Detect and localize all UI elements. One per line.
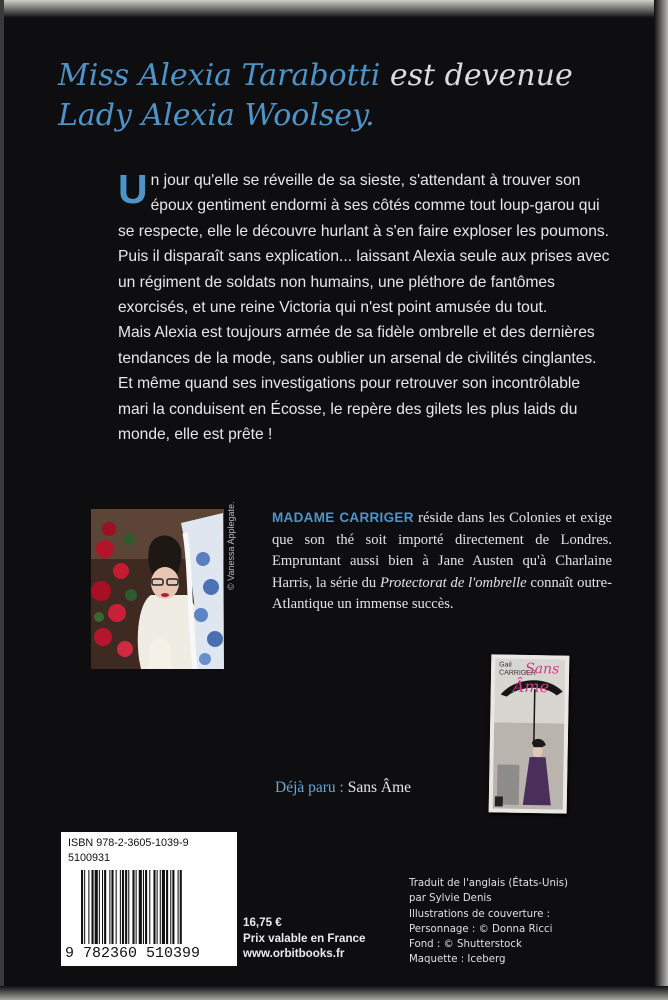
- author-photo: [91, 509, 224, 669]
- barcode-bar: [166, 870, 168, 944]
- barcode-bar: [122, 870, 124, 944]
- credit-line-3: Illustrations de couverture :: [409, 908, 551, 920]
- barcode-bar: [149, 870, 150, 944]
- barcode-bar: [139, 870, 142, 944]
- barcode-bar: [162, 870, 165, 944]
- barcode-bar: [143, 870, 144, 944]
- barcode-bar: [92, 870, 94, 944]
- barcode-bar: [136, 870, 137, 944]
- barcode-bar: [153, 870, 155, 944]
- barcode-digits: 9 782360 510399: [65, 945, 201, 962]
- author-bio-part-2: connaît outre-Atlantique un immense succès.: [272, 574, 612, 613]
- barcode-bar: [88, 870, 89, 944]
- scan-edge-left: [0, 0, 4, 1000]
- deja-paru: [275, 779, 411, 797]
- barcode-bar: [120, 870, 121, 944]
- barcode-bar: [102, 870, 103, 944]
- barcode-bar: [145, 870, 147, 944]
- barcode-box: [61, 832, 237, 966]
- scan-edge-top: [0, 0, 668, 18]
- author-photo-illustration: [91, 509, 224, 669]
- previous-book-author: Gail CARRIGER: [498, 661, 537, 678]
- isbn: ISBN 978-2-3605-1039-9: [68, 837, 189, 849]
- barcode-bar: [81, 870, 83, 944]
- blurb: [118, 168, 613, 447]
- barcode-bar: [128, 870, 129, 944]
- headline-verb: est devenue: [380, 58, 573, 93]
- drop-cap: U: [118, 166, 148, 212]
- barcode: [81, 870, 231, 944]
- credit-line-4: Personnage : © Donna Ricci: [409, 923, 553, 935]
- credit-line-2: par Sylvie Denis: [409, 893, 492, 905]
- barcode-bar: [95, 870, 98, 944]
- translation-credits: [409, 876, 568, 968]
- scan-edge-bottom: [0, 986, 668, 1000]
- credit-line-6: Maquette : Iceberg: [409, 954, 506, 966]
- barcode-bar: [84, 870, 85, 944]
- author-bio: [272, 507, 612, 616]
- deja-paru-label: Déjà paru :: [275, 779, 344, 796]
- barcode-bar: [132, 870, 134, 944]
- author-bio-part-1: réside dans les Colonies et exige que son thé soit importé directement de Londres. Empruntant aussi bien à Jane Austen qu'à Charlaine Harris, la série du: [272, 510, 612, 591]
- barcode-bar: [170, 870, 171, 944]
- barcode-bar: [111, 870, 113, 944]
- price-amount: 16,75 €: [243, 916, 282, 929]
- barcode-bar: [178, 870, 179, 944]
- price-validity: Prix valable en France: [243, 931, 366, 945]
- barcode-bar: [116, 870, 117, 944]
- barcode-bar: [157, 870, 158, 944]
- headline: [58, 56, 618, 136]
- credit-line-1: Traduit de l'anglais (États-Unis): [409, 878, 569, 889]
- author-name: MADAME CARRIGER: [272, 510, 414, 525]
- headline-name-maiden: Miss Alexia Tarabotti: [58, 58, 381, 93]
- series-title: Protectorat de l'ombrelle: [379, 574, 527, 591]
- previous-book-cover: [489, 654, 570, 813]
- publisher-website[interactable]: www.orbitbooks.fr: [243, 947, 345, 960]
- barcode-bar: [172, 870, 174, 944]
- previous-book-title-1: Sans: [524, 660, 560, 678]
- photo-credit: © Vanessa Applegate.: [226, 501, 236, 590]
- barcode-bar: [109, 870, 110, 944]
- blurb-paragraph-1-text: n jour qu'elle se réveille de sa sieste, s'attendant à trouver son époux gentiment endormi à ses côtés comme tout loup-garou qui se respecte, elle le découvre hurlant à s'en faire exploser les poumons. Puis il disparaît sans explication... laissant Alexia seule aux prises avec un régiment de soldats non humains, une pléthore de fantômes exorcisés, et une reine Victoria qui n'est point amusée du tout.: [118, 172, 610, 317]
- price-block: [243, 915, 365, 962]
- internal-code: 5100931: [68, 852, 111, 864]
- barcode-bar: [125, 870, 127, 944]
- previous-book-title-2: Âme: [512, 676, 550, 697]
- blurb-paragraph-1: [118, 168, 613, 320]
- blurb-paragraph-2: Mais Alexia est toujours armée de sa fidèle ombrelle et des dernières tendances de la mode, sans oublier un arsenal de civilités cinglantes. Et même quand ses investigations pour retrouver son incontrôlable mari la conduisent en Écosse, le repère des gilets les plus laids du monde, elle est prête !: [118, 324, 597, 444]
- scan-edge-right: [654, 0, 668, 1000]
- barcode-bar: [99, 870, 100, 944]
- barcode-bar: [180, 870, 182, 944]
- deja-paru-title: Sans Âme: [347, 779, 412, 796]
- credit-line-5: Fond : © Shutterstock: [409, 939, 522, 951]
- barcode-bar: [104, 870, 106, 944]
- barcode-bar: [160, 870, 161, 944]
- headline-name-married: Lady Alexia Woolsey.: [58, 98, 375, 133]
